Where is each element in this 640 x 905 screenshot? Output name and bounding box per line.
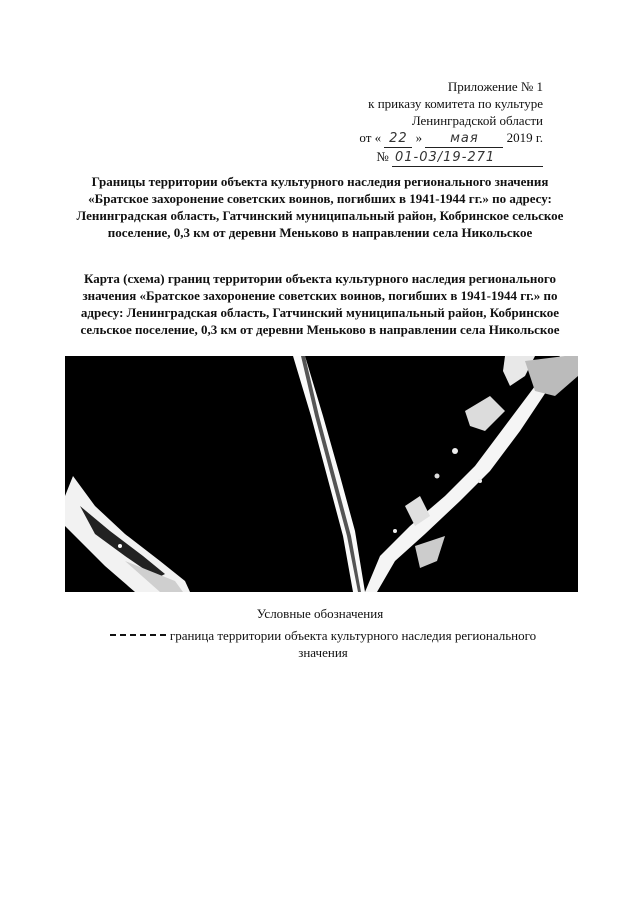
date-mid: » bbox=[415, 130, 423, 145]
number-handwritten: 01-03/19-271 bbox=[392, 149, 543, 167]
appendix-title: Приложение № 1 bbox=[447, 79, 543, 94]
legend-item-label: граница территории объекта культурного наследия регионального значения bbox=[169, 628, 537, 660]
date-month-handwritten: мая bbox=[425, 130, 503, 148]
date-day-handwritten: 22 bbox=[384, 130, 412, 148]
map-drawing bbox=[65, 356, 578, 592]
aerial-map-image bbox=[65, 356, 578, 592]
date-prefix: от « bbox=[359, 130, 382, 145]
legend-item bbox=[88, 627, 558, 661]
boundaries-heading: Границы территории объекта культурного наследия регионального значения «Братское захоронение советских воинов, погибших в 1941-1944 гг.» по адресу: Ленинградская область, Гатчинский муниципальный район, Кобринское сельское поселение, 0,3 км от деревни Меньково в направлении села Никольское bbox=[76, 174, 564, 240]
dashed-boundary-line-icon bbox=[110, 634, 166, 636]
appendix-region: Ленинградской области bbox=[411, 113, 543, 128]
appendix-number bbox=[283, 148, 543, 167]
legend-title: Условные обозначения bbox=[256, 606, 384, 621]
appendix-order-ref: к приказу комитета по культуре bbox=[368, 96, 543, 111]
date-year: 2019 г. bbox=[506, 130, 543, 145]
appendix-date bbox=[283, 129, 543, 148]
number-prefix: № bbox=[376, 149, 389, 164]
map-heading: Карта (схема) границ территории объекта культурного наследия регионального значения «Братское захоронение советских воинов, погибших в 1941-1944 гг.» по адресу: Ленинградская область, Гатчинский муниципальный район, Кобринское сельское поселение, 0,3 км от деревни Меньково в направлении села Никольское bbox=[80, 271, 560, 337]
appendix-block bbox=[283, 78, 543, 167]
